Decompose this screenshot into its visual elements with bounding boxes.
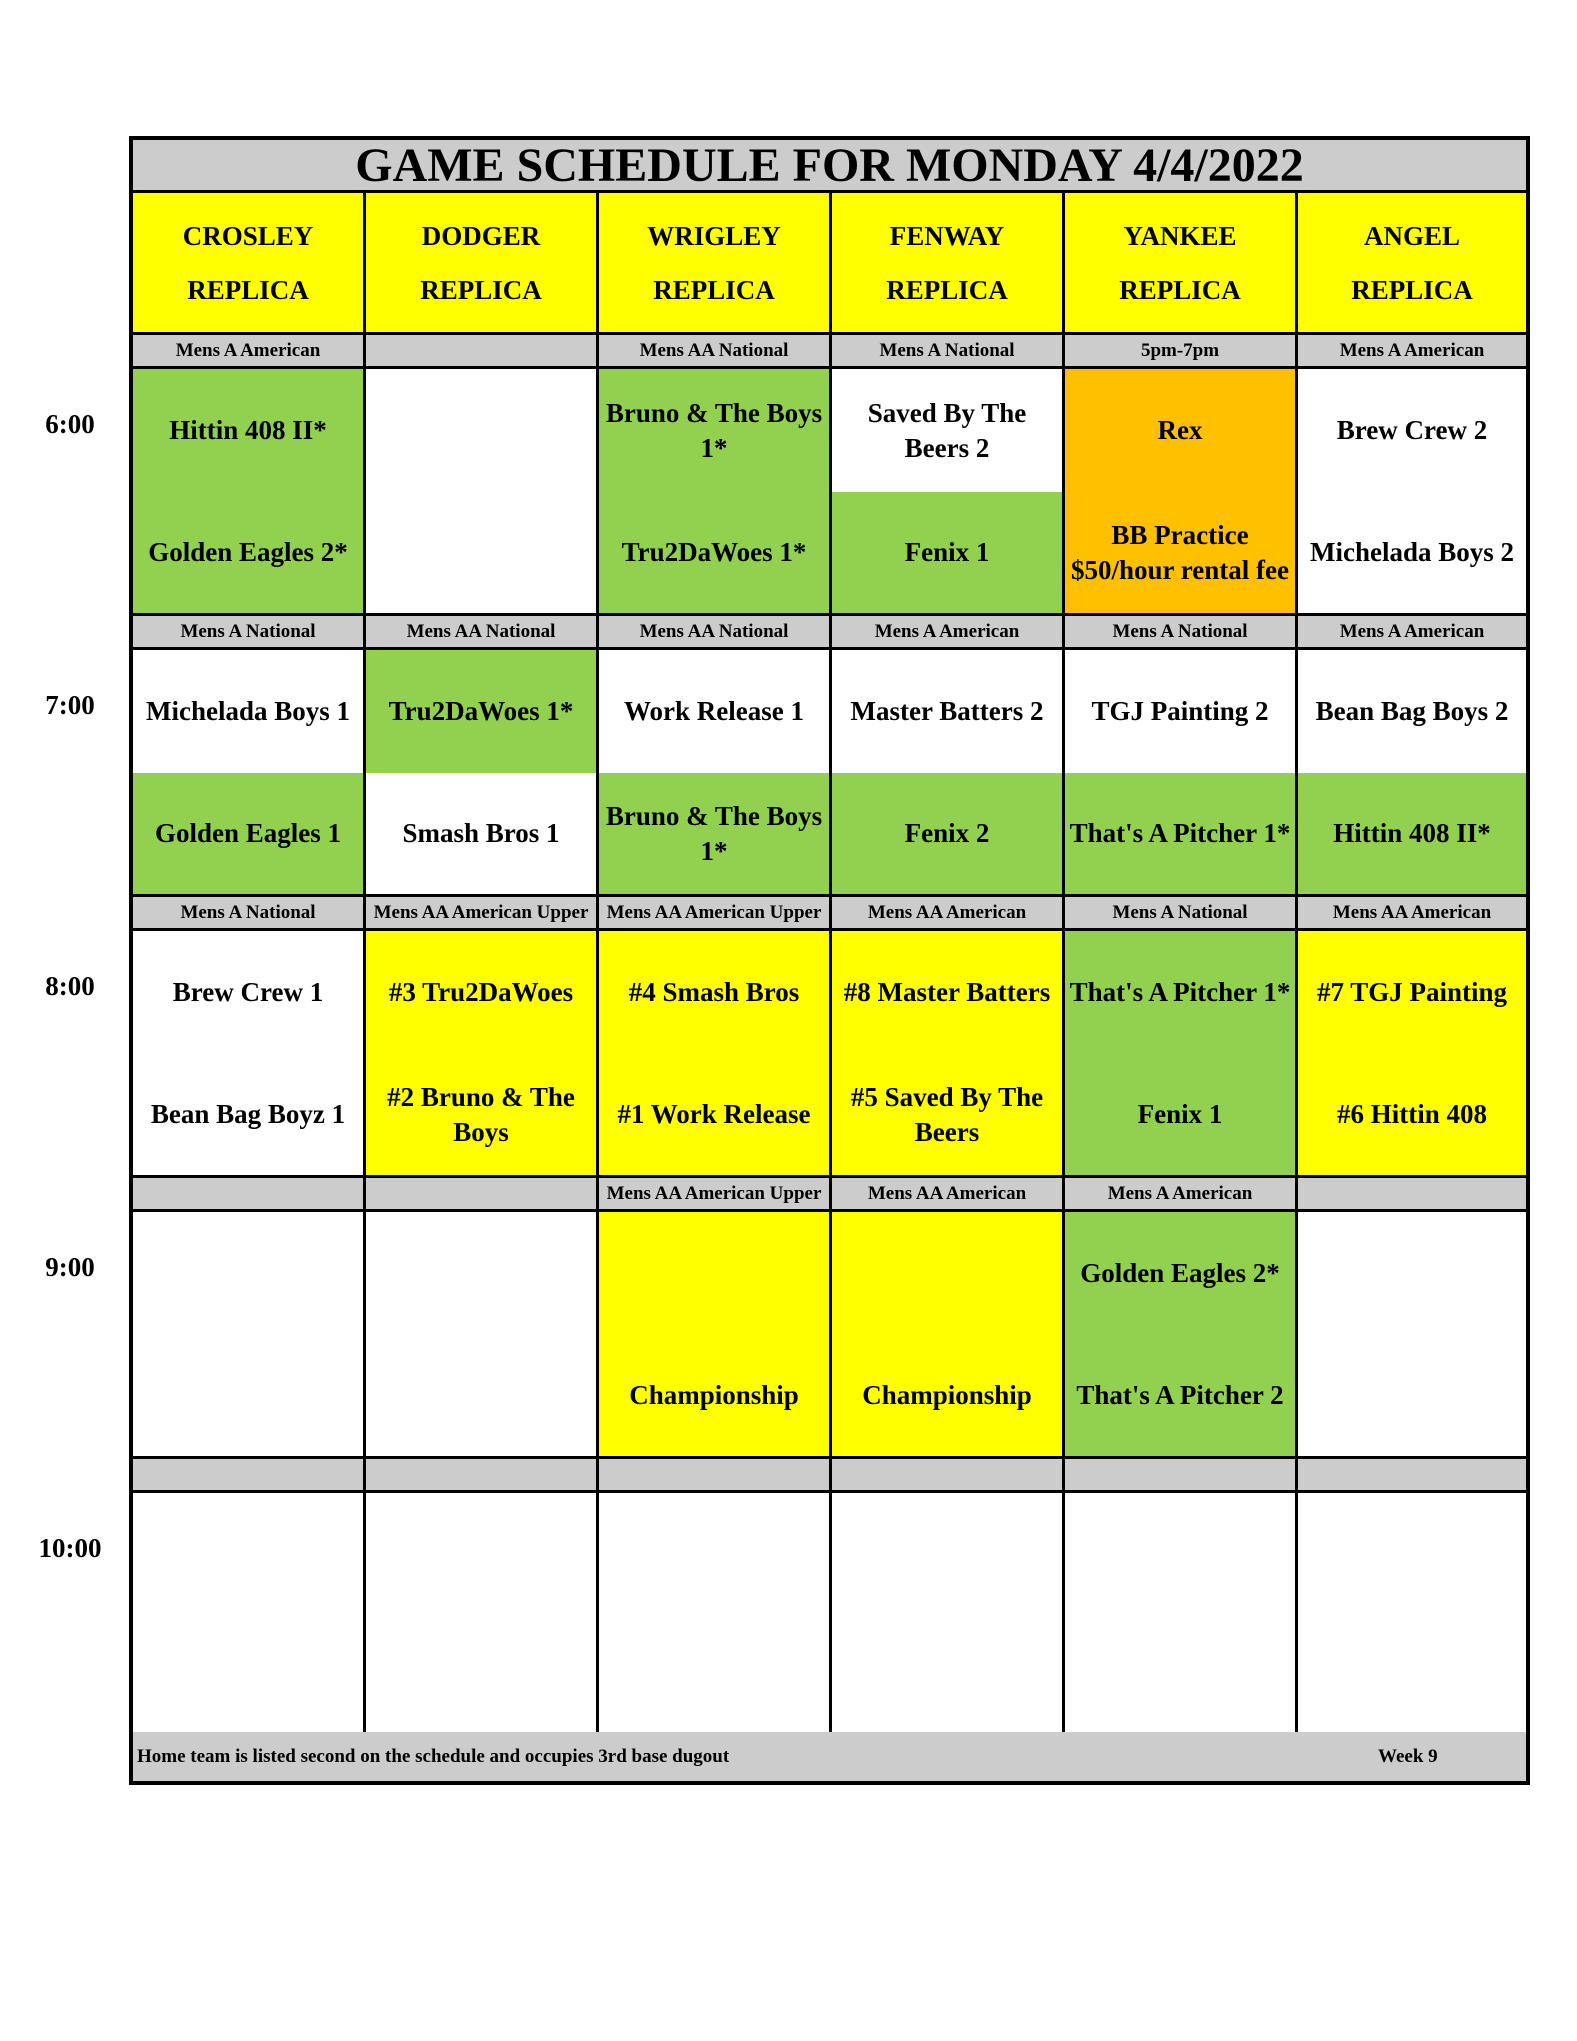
game-slot <box>133 1212 366 1459</box>
game-team-bottom <box>1298 1335 1526 1456</box>
week-label: Week 9 <box>1378 1746 1438 1767</box>
game-team-top: Bean Bag Boys 2 <box>1298 650 1526 773</box>
game-slot <box>366 1212 599 1459</box>
game-team-bottom: Hittin 408 II* <box>1298 773 1526 894</box>
field-header <box>599 193 832 335</box>
game-slot <box>599 931 832 1178</box>
game-team-top: Golden Eagles 2* <box>1065 1212 1295 1335</box>
league-label: Mens AA American Upper <box>366 897 599 931</box>
game-team-top <box>366 369 596 492</box>
field-name: YANKEE <box>1123 220 1237 251</box>
game-team-bottom: Championship <box>599 1335 829 1456</box>
game-team-top: That's A Pitcher 1* <box>1065 931 1295 1054</box>
time-label: 8:00 <box>45 971 95 1001</box>
league-label <box>133 1459 366 1493</box>
field-type: REPLICA <box>886 274 1008 305</box>
game-slot <box>1065 1212 1298 1459</box>
field-header <box>832 193 1065 335</box>
field-type: REPLICA <box>1119 274 1241 305</box>
game-team-top <box>832 1212 1062 1335</box>
game-team-bottom: Fenix 1 <box>832 492 1062 613</box>
league-label: Mens A National <box>133 616 366 650</box>
league-label <box>366 1459 599 1493</box>
game-slot <box>1065 650 1298 897</box>
game-slot <box>133 369 366 616</box>
game-team-bottom: That's A Pitcher 2 <box>1065 1335 1295 1456</box>
game-team-top <box>1065 1493 1295 1616</box>
game-slot <box>1065 931 1298 1178</box>
game-slot <box>599 650 832 897</box>
game-team-bottom: BB Practice $50/hour rental fee <box>1065 492 1295 613</box>
league-label <box>1298 1178 1526 1212</box>
game-team-top <box>366 1212 596 1335</box>
game-team-bottom: Golden Eagles 2* <box>133 492 363 613</box>
game-team-bottom: #6 Hittin 408 <box>1298 1054 1526 1175</box>
game-team-top: Michelada Boys 1 <box>133 650 363 773</box>
time-label: 6:00 <box>45 409 95 439</box>
game-team-bottom: Bean Bag Boyz 1 <box>133 1054 363 1175</box>
game-team-bottom <box>1065 1616 1295 1737</box>
game-team-bottom <box>133 1335 363 1456</box>
league-label <box>366 335 599 369</box>
league-label: 5pm-7pm <box>1065 335 1298 369</box>
game-team-top <box>133 1493 363 1616</box>
game-slot <box>1065 369 1298 616</box>
league-label: Mens A American <box>832 616 1065 650</box>
time-label: 10:00 <box>38 1533 102 1563</box>
game-slot <box>366 369 599 616</box>
game-slot <box>599 1212 832 1459</box>
field-name: DODGER <box>421 220 541 251</box>
game-team-top: #8 Master Batters <box>832 931 1062 1054</box>
game-team-bottom: Tru2DaWoes 1* <box>599 492 829 613</box>
field-name: CROSLEY <box>182 220 314 251</box>
game-slot <box>832 931 1065 1178</box>
league-label: Mens AA American <box>832 1178 1065 1212</box>
game-team-top: Brew Crew 2 <box>1298 369 1526 492</box>
schedule-footer <box>133 1732 1526 1781</box>
field-type: REPLICA <box>653 274 775 305</box>
game-team-top: Work Release 1 <box>599 650 829 773</box>
game-slot <box>133 931 366 1178</box>
league-label: Mens A American <box>1065 1178 1298 1212</box>
game-slot <box>599 369 832 616</box>
game-team-top: Rex <box>1065 369 1295 492</box>
game-team-bottom <box>366 1616 596 1737</box>
game-team-bottom: #2 Bruno & The Boys <box>366 1054 596 1175</box>
schedule-table <box>129 136 1530 1785</box>
league-label: Mens A National <box>832 335 1065 369</box>
home-team-note: Home team is listed second on the schedule and occupies 3rd base dugout <box>137 1746 730 1767</box>
league-label: Mens A National <box>1065 616 1298 650</box>
game-team-bottom <box>1298 1616 1526 1737</box>
game-slot <box>832 1212 1065 1459</box>
game-team-bottom: That's A Pitcher 1* <box>1065 773 1295 894</box>
game-slot <box>1298 369 1526 616</box>
game-team-bottom <box>832 1616 1062 1737</box>
game-team-top: Bruno & The Boys 1* <box>599 369 829 492</box>
game-slot <box>366 1493 599 1740</box>
league-label: Mens AA National <box>599 616 832 650</box>
league-label: Mens A National <box>1065 897 1298 931</box>
league-label <box>1298 1459 1526 1493</box>
game-team-top <box>1298 1493 1526 1616</box>
league-label: Mens AA American Upper <box>599 897 832 931</box>
game-slot <box>832 1493 1065 1740</box>
game-team-bottom: Championship <box>832 1335 1062 1456</box>
time-label: 7:00 <box>45 690 95 720</box>
game-slot <box>366 650 599 897</box>
field-name: ANGEL <box>1363 220 1461 251</box>
game-team-top <box>133 1212 363 1335</box>
game-team-top <box>832 1493 1062 1616</box>
game-team-top: #4 Smash Bros <box>599 931 829 1054</box>
game-team-top <box>599 1493 829 1616</box>
field-header <box>1065 193 1298 335</box>
game-slot <box>1298 1212 1526 1459</box>
game-team-bottom: #1 Work Release <box>599 1054 829 1175</box>
game-team-bottom <box>366 492 596 613</box>
field-header <box>133 193 366 335</box>
league-label: Mens AA National <box>599 335 832 369</box>
league-label <box>832 1459 1065 1493</box>
league-label <box>366 1178 599 1212</box>
league-label: Mens A American <box>133 335 366 369</box>
field-type: REPLICA <box>187 274 309 305</box>
game-slot <box>133 650 366 897</box>
game-slot <box>366 931 599 1178</box>
game-slot <box>1298 931 1526 1178</box>
game-team-top: Master Batters 2 <box>832 650 1062 773</box>
league-label: Mens AA National <box>366 616 599 650</box>
game-team-bottom: #5 Saved By The Beers <box>832 1054 1062 1175</box>
league-label: Mens A American <box>1298 616 1526 650</box>
game-team-bottom <box>599 1616 829 1737</box>
field-header <box>1298 193 1526 335</box>
game-team-bottom: Michelada Boys 2 <box>1298 492 1526 613</box>
league-label: Mens A American <box>1298 335 1526 369</box>
game-team-bottom <box>366 1335 596 1456</box>
league-label: Mens AA American Upper <box>599 1178 832 1212</box>
game-slot <box>832 369 1065 616</box>
game-team-bottom: Golden Eagles 1 <box>133 773 363 894</box>
time-label: 9:00 <box>45 1252 95 1282</box>
game-team-top <box>1298 1212 1526 1335</box>
field-type: REPLICA <box>1351 274 1473 305</box>
field-name: WRIGLEY <box>647 220 781 251</box>
league-label: Mens AA American <box>1298 897 1526 931</box>
field-type: REPLICA <box>420 274 542 305</box>
game-slot <box>133 1493 366 1740</box>
schedule-title: GAME SCHEDULE FOR MONDAY 4/4/2022 <box>133 140 1526 193</box>
game-team-bottom: Fenix 1 <box>1065 1054 1295 1175</box>
league-label <box>133 1178 366 1212</box>
game-team-top: TGJ Painting 2 <box>1065 650 1295 773</box>
game-slot <box>599 1493 832 1740</box>
game-team-top: Saved By The Beers 2 <box>832 369 1062 492</box>
game-team-bottom <box>133 1616 363 1737</box>
league-label <box>1065 1459 1298 1493</box>
game-team-top: #3 Tru2DaWoes <box>366 931 596 1054</box>
game-team-top: #7 TGJ Painting <box>1298 931 1526 1054</box>
game-slot <box>832 650 1065 897</box>
game-slot <box>1065 1493 1298 1740</box>
game-team-top <box>366 1493 596 1616</box>
field-name: FENWAY <box>889 220 1005 251</box>
game-team-bottom: Bruno & The Boys 1* <box>599 773 829 894</box>
game-team-bottom: Fenix 2 <box>832 773 1062 894</box>
game-team-bottom: Smash Bros 1 <box>366 773 596 894</box>
game-team-top: Brew Crew 1 <box>133 931 363 1054</box>
field-header <box>366 193 599 335</box>
game-team-top <box>599 1212 829 1335</box>
game-slot <box>1298 1493 1526 1740</box>
game-slot <box>1298 650 1526 897</box>
league-label: Mens AA American <box>832 897 1065 931</box>
game-team-top: Hittin 408 II* <box>133 369 363 492</box>
league-label: Mens A National <box>133 897 366 931</box>
game-team-top: Tru2DaWoes 1* <box>366 650 596 773</box>
league-label <box>599 1459 832 1493</box>
